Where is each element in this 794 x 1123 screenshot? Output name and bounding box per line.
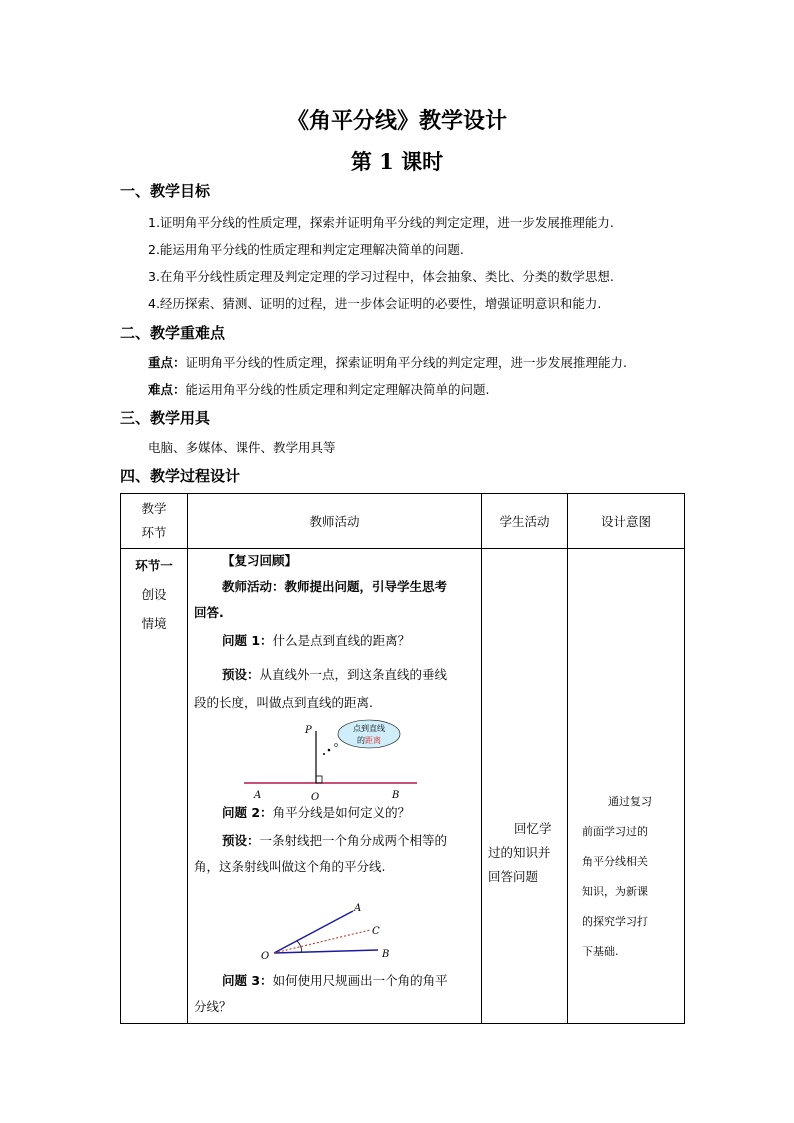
teacher-cell [188,549,482,1024]
process-table [120,493,685,1024]
q2-label: 问题 2： [222,805,273,820]
point-line-distance-figure [188,719,481,803]
answer-1-cont: 段的长度，叫做点到直线的距离. [194,695,373,710]
objective-item: 4.经历探索、猜测、证明的过程，进一步体会证明的必要性，增强证明意识和能力. [148,296,602,311]
tools-text: 电脑、多媒体、课件、教学用具等 [148,440,336,455]
bubble-dot [323,753,325,755]
header-stage-line: 教学 [141,501,167,516]
student-text: 回忆学 [514,821,552,836]
answer-2-cont: 角，这条射线叫做这个角的平分线. [194,859,386,874]
question-3-cont: 分线？ [194,999,232,1014]
teacher-intro: 教师活动：教师提出问题，引导学生思考 [222,579,448,594]
intent-cell [568,549,685,1024]
bubble-text-de: 的 [357,736,365,745]
angle-bisector-figure [188,879,481,965]
answer-2 [222,833,475,849]
ray-oa [274,911,353,953]
section-heading: 三、教学用具 [120,409,211,427]
review-heading: 【复习回顾】 [222,553,298,568]
teacher-intro: 回答. [194,605,224,620]
bubble-dot [328,749,331,752]
table-header-row [121,494,685,549]
intent-text: 知识，为新课 [582,885,648,898]
a1-text: 从直线外一点，到这条直线的垂线 [259,667,448,682]
a2-label: 预设： [222,833,260,848]
difficult-label: 难点： [148,382,186,397]
label-p: P [305,725,312,736]
intent-text: 前面学习过的 [582,825,648,838]
stage-label: 创设 [141,587,167,602]
angle-arc [297,941,302,952]
difficult-point [148,380,490,398]
bubble-text [357,735,381,745]
bubble-text-distance: 距离 [365,736,381,745]
header-stage [121,494,188,549]
label-a: A [354,903,362,914]
intent-text: 的探究学习打 [582,915,648,928]
stage-label: 情境 [141,616,167,631]
intent-text: 通过复习 [608,795,652,808]
header-intent: 设计意图 [568,494,685,549]
q2-text: 角平分线是如何定义的？ [272,805,411,820]
table-row [121,549,685,1024]
q1-label: 问题 1： [222,633,273,648]
objective-item: 1.证明角平分线的性质定理，探索并证明角平分线的判定定理，进一步发展推理能力. [148,215,614,230]
label-o: O [261,951,270,962]
header-stage-line: 环节 [141,525,167,540]
a1-label: 预设： [222,667,260,682]
bubble-dot [334,743,337,746]
key-point [148,353,627,371]
right-angle-mark [316,776,322,783]
student-text: 回答问题 [488,869,539,884]
a2-text: 一条射线把一个角分成两个相等的 [259,833,448,848]
key-text: 证明角平分线的性质定理，探索证明角平分线的判定定理，进一步发展推理能力. [185,355,627,370]
label-a: A [254,790,262,801]
label-o: O [311,792,320,803]
question-3 [222,973,475,989]
student-cell [482,549,568,1024]
question-1 [222,633,475,649]
difficult-text: 能运用角平分线的性质定理和判定定理解决简单的问题. [185,382,490,397]
section-heading: 二、教学重难点 [120,324,226,342]
question-2 [222,805,475,821]
q3-label: 问题 3： [222,973,273,988]
key-label: 重点： [148,355,186,370]
section-heading: 四、教学过程设计 [120,467,241,485]
intent-text: 角平分线相关 [582,855,648,868]
answer-1 [222,667,475,683]
objective-item: 2.能运用角平分线的性质定理和判定定理解决简单的问题. [148,242,464,257]
stage-cell [121,549,188,1024]
bubble-text: 点到直线 [353,724,385,733]
q1-text: 什么是点到直线的距离？ [272,633,411,648]
header-teacher: 教师活动 [188,494,482,549]
intent-text: 下基础. [582,945,619,958]
label-b: B [382,949,390,960]
stage-label: 环节一 [135,558,173,573]
page-subtitle: 第 1 课时 [350,149,444,174]
bisector-oc [274,930,370,953]
ray-ob [274,950,378,953]
label-c: C [372,926,380,937]
objective-item: 3.在角平分线性质定理及判定定理的学习过程中，体会抽象、类比、分类的数学思想. [148,269,614,284]
label-b: B [392,790,400,801]
section-heading: 一、教学目标 [120,182,211,200]
header-student: 学生活动 [482,494,568,549]
page-title: 《角平分线》教学设计 [286,108,507,134]
q3-text: 如何使用尺规画出一个角的角平 [272,973,448,988]
student-text: 过的知识并 [488,845,551,860]
